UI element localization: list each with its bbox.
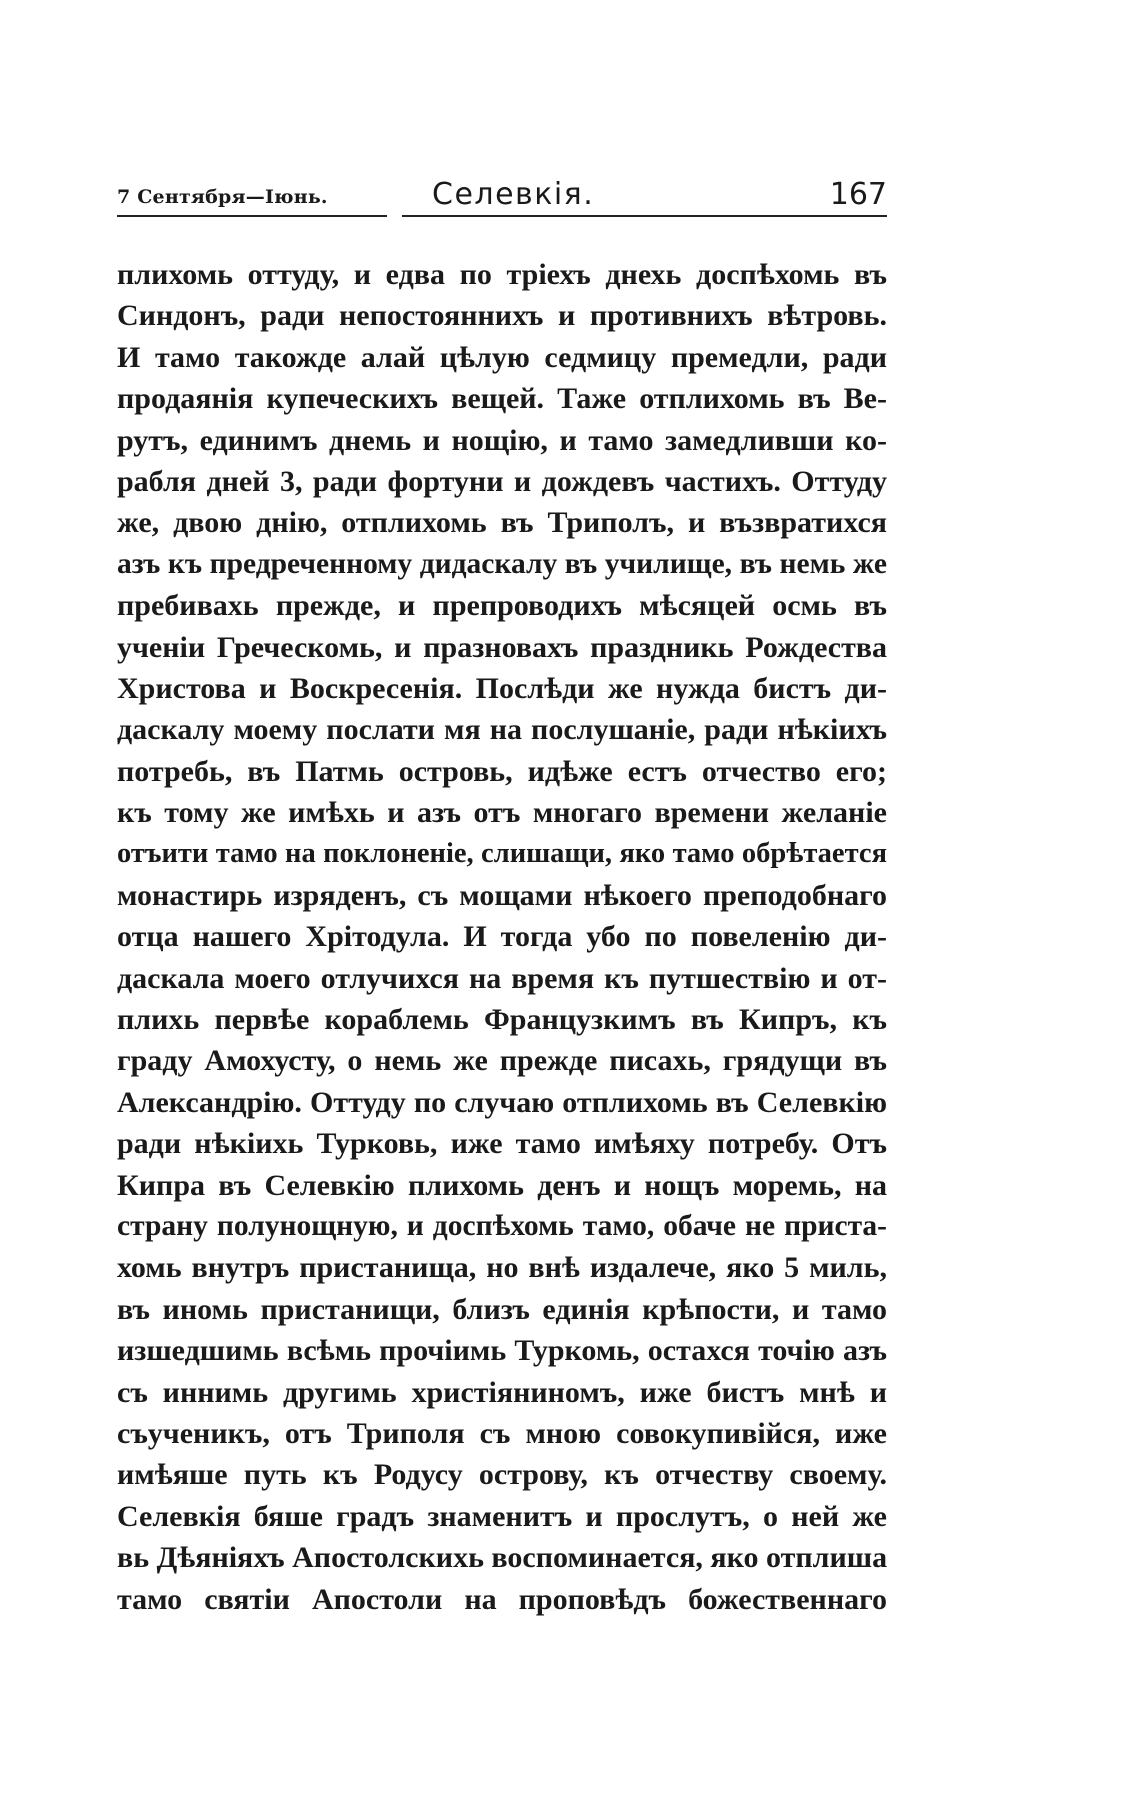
- header-rule-left: [117, 215, 387, 217]
- running-head-date-range: 7 Сентября—Іюнь.: [117, 186, 328, 208]
- text-line: къ тому же имѣхь и азъ отъ многаго времени желаніе: [117, 796, 887, 830]
- text-line: Александрію. Оттуду по случаю отплихомь въ Селевкію: [117, 1085, 887, 1119]
- text-line: рабля дней 3, ради фортуни и дождевъ частихъ. Оттуду: [117, 464, 887, 498]
- text-line: изшедшимь всѣмь прочіимь Туркомь, остахся точію азъ: [117, 1334, 887, 1368]
- text-line: имѣяше путь къ Родусу острову, къ отчеству своему.: [117, 1458, 887, 1492]
- text-line: отъити тамо на поклоненіе, слишащи, яко тамо обрѣтается: [117, 838, 887, 870]
- text-line: азъ къ предреченному дидаскалу въ училище, въ немь же: [117, 547, 887, 580]
- text-line: монастирь изряденъ, съ мощами нѣкоего преподобнаго: [117, 878, 887, 912]
- running-head-title: Селевкія.: [432, 177, 595, 212]
- text-line: даскала моего отлучихся на время къ путшествію и от-: [117, 961, 887, 995]
- text-line: Синдонъ, ради непостояннихъ и противнихъ вѣтровь.: [117, 299, 887, 333]
- text-line: хомь внутръ пристанища, но внѣ издалече, яко 5 миль,: [117, 1251, 887, 1285]
- text-line: И тамо такожде алай цѣлую седмицу премедли, ради: [117, 340, 887, 374]
- text-line: граду Амохусту, о немь же прежде писахь, грядущи въ: [117, 1044, 887, 1078]
- text-line: рутъ, единимъ днемь и нощію, и тамо замедливши ко-: [117, 423, 887, 457]
- text-line: Христова и Воскресенія. Послѣди же нужда бистъ ди-: [117, 671, 887, 705]
- text-line: отца нашего Хрітодула. И тогда убо по повеленію ди-: [117, 920, 887, 954]
- body-text: [117, 254, 887, 1620]
- text-line: пребивахь прежде, и препроводихъ мѣсяцей осмь въ: [117, 589, 887, 623]
- text-line: тамо святіи Апостоли на проповѣдъ божественнаго: [117, 1582, 887, 1616]
- text-line: продаянія купеческихъ вещей. Таже отплихомь въ Ве-: [117, 382, 887, 416]
- text-line: въ иномь пристанищи, близъ единія крѣпости, и тамо: [117, 1292, 887, 1326]
- text-line: потребь, въ Патмь островь, идѣже естъ отчество его;: [117, 754, 887, 788]
- text-line: съ иннимь другимь христіяниномъ, иже бистъ мнѣ и: [117, 1375, 887, 1409]
- text-line: Селевкія бяше градъ знаменитъ и прослутъ, о ней же: [117, 1499, 887, 1533]
- page-number: 167: [829, 177, 887, 212]
- text-line: страну полунощную, и доспѣхомь тамо, обаче не приста-: [117, 1209, 887, 1242]
- text-line: плихомь оттуду, и едва по тріехъ днехь доспѣхомь въ: [117, 258, 887, 291]
- text-line: даскалу моему послати мя на послушаніе, ради нѣкіихъ: [117, 713, 887, 747]
- running-head: [117, 172, 887, 216]
- text-line: вь Дѣяніяхъ Апостолскихь воспоминается, яко отплиша: [117, 1541, 887, 1575]
- text-line: ради нѣкіихь Турковь, иже тамо имѣяху потребу. Отъ: [117, 1127, 887, 1161]
- text-line: съученикъ, отъ Триполя съ мною совокупивійся, иже: [117, 1416, 887, 1450]
- text-line: ученіи Греческомь, и празновахъ праздникь Рождества: [117, 630, 887, 664]
- header-rule-right: [402, 215, 887, 217]
- text-line: Кипра въ Селевкію плихомь денъ и нощъ моремь, на: [117, 1168, 887, 1202]
- text-line: же, двою днію, отплихомь въ Триполъ, и възвратихся: [117, 506, 887, 540]
- text-line: плихь первѣе кораблемь Французкимъ въ Кипръ, къ: [117, 1003, 887, 1037]
